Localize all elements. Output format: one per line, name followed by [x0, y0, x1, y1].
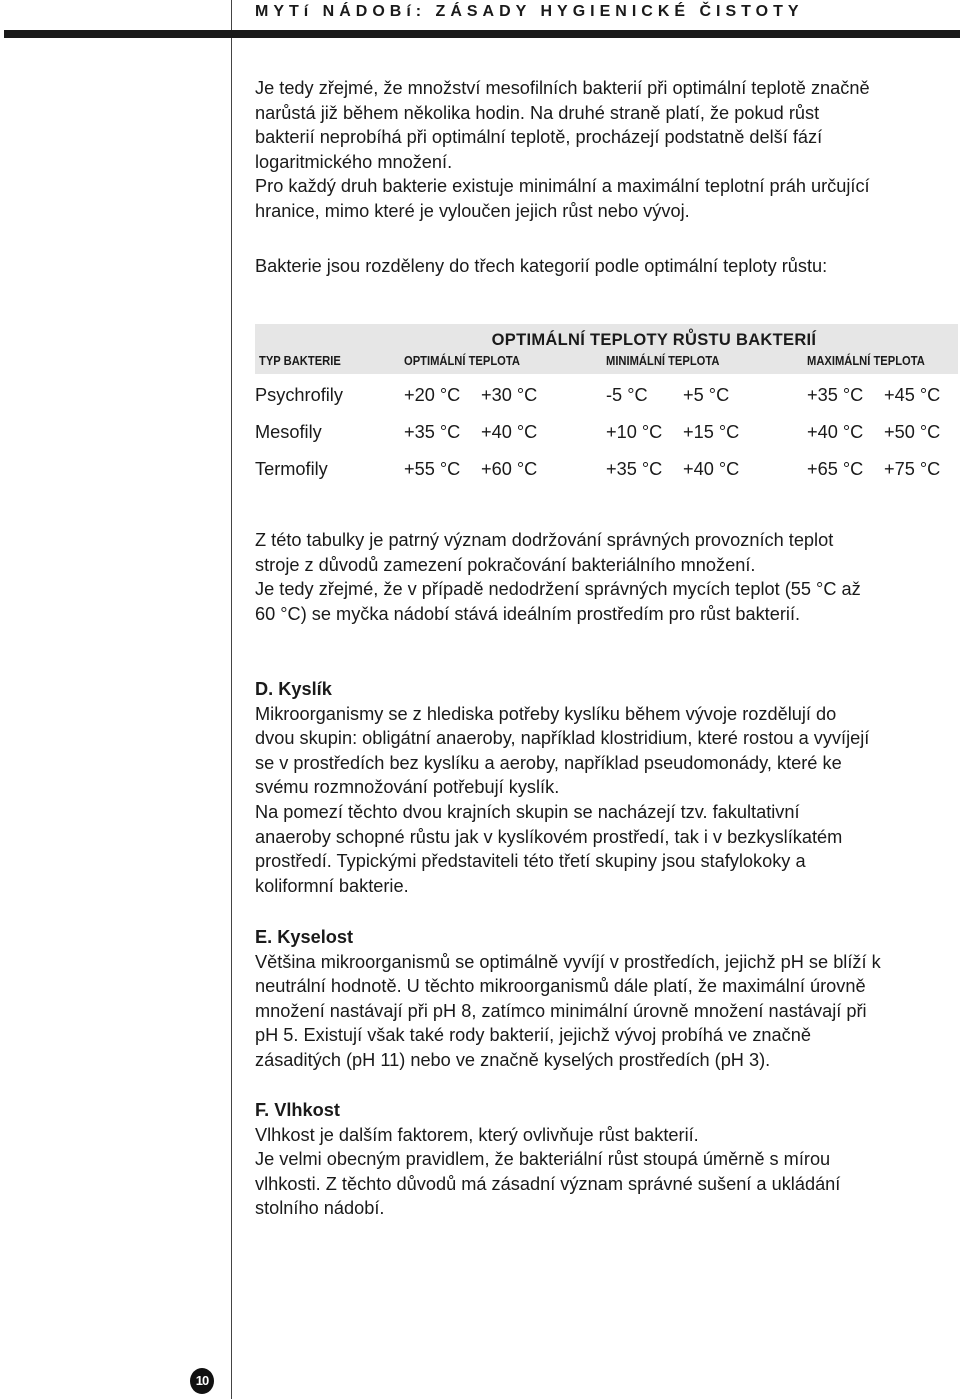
section-vlhkost	[255, 1098, 960, 1221]
text-line: 60 °C) se myčka nádobí stává ideálním prostředím pro růst bakterií.	[255, 603, 801, 624]
cell-max-low: +35 °C	[807, 385, 864, 405]
text-line: Na pomezí těchto dvou krajních skupin se nacházejí tzv. fakultativní	[255, 801, 800, 822]
cell-opt-high: +30 °C	[481, 385, 538, 405]
table-row	[255, 422, 960, 448]
table-header	[255, 324, 958, 374]
cell-min-low: +35 °C	[606, 459, 663, 479]
section-kyslik	[255, 677, 960, 898]
table-title: OPTIMÁLNÍ TEPLOTY RŮSTU BAKTERIÍ	[491, 331, 817, 349]
cell-opt-low: +55 °C	[404, 459, 461, 479]
text-line: koliformní bakterie.	[255, 875, 409, 896]
page-number: 10	[190, 1368, 214, 1394]
cell-opt-high: +60 °C	[481, 459, 538, 479]
header-bar	[4, 30, 960, 38]
intro-paragraph	[255, 76, 960, 224]
cell-type: Mesofily	[255, 422, 322, 442]
text-line: narůstá již během několika hodin. Na druhé straně platí, že pokud růst	[255, 102, 820, 123]
text-line: anaeroby schopné růstu jak v kyslíkovém prostředí, tak i v bezkyslíkatém	[255, 826, 843, 847]
text-line: neutrální hodnotě. U těchto mikroorganismů dále platí, že maximální úrovně	[255, 976, 866, 997]
text-line: stolního nádobí.	[255, 1198, 385, 1219]
text-line: Vlhkost je dalším faktorem, který ovlivňuje růst bakterií.	[255, 1124, 699, 1145]
text-line: svému rozmnožování potřebují kyslík.	[255, 777, 560, 798]
table-row	[255, 385, 960, 411]
margin-rule	[231, 0, 232, 1399]
cell-max-high: +50 °C	[884, 422, 941, 442]
column-header-maximal: MAXIMÁLNÍ TEPLOTA	[807, 353, 925, 368]
cell-opt-low: +35 °C	[404, 422, 461, 442]
column-header-optimal: OPTIMÁLNÍ TEPLOTA	[404, 353, 520, 368]
cell-max-high: +75 °C	[884, 459, 941, 479]
text-line: vlhkosti. Z těchto důvodů má zásadní význam správné sušení a ukládání	[255, 1173, 841, 1194]
cell-opt-high: +40 °C	[481, 422, 538, 442]
column-header-minimal: MINIMÁLNÍ TEPLOTA	[606, 353, 720, 368]
table-row	[255, 459, 960, 485]
text-line: Pro každý druh bakterie existuje minimální a maximální teplotní práh určující	[255, 176, 870, 197]
cell-type: Termofily	[255, 459, 328, 479]
text-line: Je velmi obecným pravidlem, že bakteriální růst stoupá úměrně s mírou	[255, 1149, 831, 1170]
text-line: dvou skupin: obligátní anaeroby, například klostridium, které rostou a vyvíjejí	[255, 728, 870, 749]
text-line: Z této tabulky je patrný význam dodržování správných provozních teplot	[255, 530, 834, 550]
text-line: stroje z důvodů zamezení pokračování bakteriálního množení.	[255, 554, 756, 575]
section-kyselost	[255, 925, 960, 1073]
cell-max-low: +40 °C	[807, 422, 864, 442]
conclusion-paragraph	[255, 528, 960, 626]
text-line: se v prostředích bez kyslíku a aeroby, například pseudomonády, které ke	[255, 752, 842, 773]
text-line: pH 5. Existují však také rody bakterií, jejichž vývoj probíhá ve značně	[255, 1025, 811, 1046]
cell-type: Psychrofily	[255, 385, 343, 405]
text-line: zásaditých (pH 11) nebo ve značně kyselých prostředích (pH 3).	[255, 1049, 771, 1070]
cell-min-high: +40 °C	[683, 459, 740, 479]
section-heading: D. Kyslík	[255, 679, 332, 699]
cell-min-high: +5 °C	[683, 385, 730, 405]
cell-max-high: +45 °C	[884, 385, 941, 405]
text-line: Mikroorganismy se z hlediska potřeby kyslíku během vývoje rozdělují do	[255, 703, 837, 724]
text-line: hranice, mimo které je vyloučen jejich růst nebo vývoj.	[255, 200, 690, 221]
text-line: bakterií neprobíhá při optimální teplotě, procházejí podstatně delší fází	[255, 127, 823, 148]
page-header-title: MYTí NÁDOBí: ZÁSADY HYGIENICKÉ ČISTOTY	[255, 3, 804, 20]
text-line: Je tedy zřejmé, že množství mesofilních bakterií při optimální teplotě značně	[255, 78, 870, 98]
section-heading: F. Vlhkost	[255, 1100, 340, 1120]
section-heading: E. Kyselost	[255, 927, 354, 947]
cell-opt-low: +20 °C	[404, 385, 461, 405]
text-line: logaritmického množení.	[255, 151, 453, 172]
text-line: množení nastávají při pH 8, zatímco minimální úrovně množení nastávají při	[255, 1000, 867, 1021]
cell-min-low: -5 °C	[606, 385, 648, 405]
cell-min-high: +15 °C	[683, 422, 740, 442]
column-header-type: TYP BAKTERIE	[259, 353, 341, 368]
categories-intro: Bakterie jsou rozděleny do třech kategorií podle optimální teploty růstu:	[255, 256, 828, 276]
text-line: prostředí. Typickými představiteli této třetí skupiny jsou stafylokoky a	[255, 851, 806, 872]
cell-min-low: +10 °C	[606, 422, 663, 442]
text-line: Většina mikroorganismů se optimálně vyvíjí v prostředích, jejichž pH se blíží k	[255, 951, 881, 972]
cell-max-low: +65 °C	[807, 459, 864, 479]
text-line: Je tedy zřejmé, že v případě nedodržení správných mycích teplot (55 °C až	[255, 579, 861, 600]
